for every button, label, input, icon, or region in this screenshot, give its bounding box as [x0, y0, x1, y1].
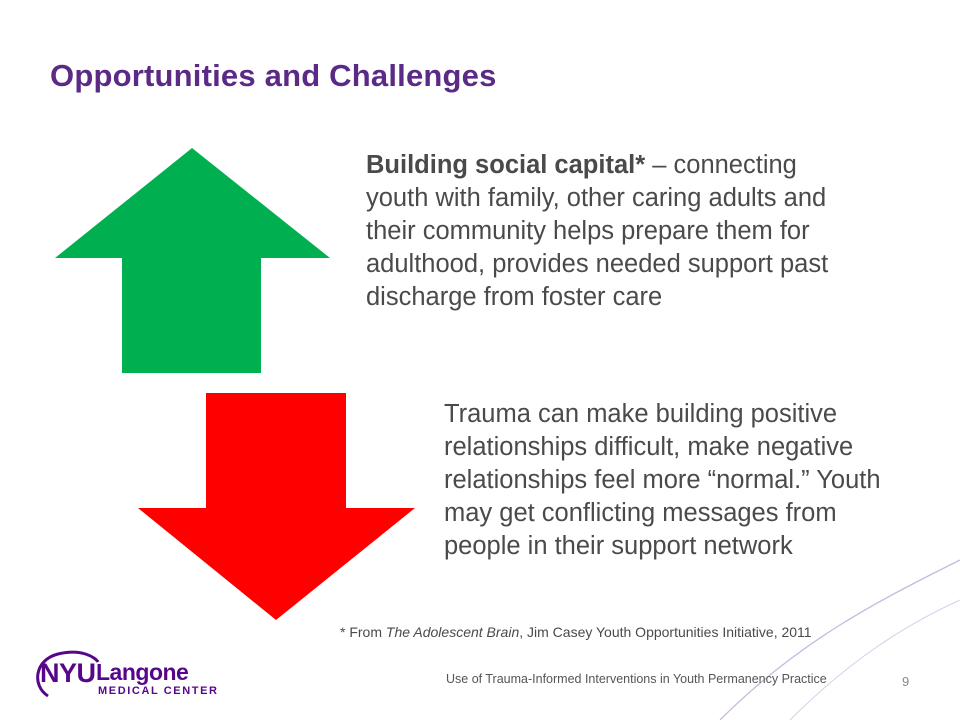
challenge-text: Trauma can make building positive relationships difficult, make negative relationships feel more “normal.” Youth may get conflicting messages from people in their support network [444, 400, 881, 560]
arrow-down-icon [138, 393, 415, 620]
opportunity-body: connecting youth with family, other caring adults and their community helps prepare them for adulthood, provides needed support past discharge from foster care [366, 151, 829, 311]
logo-medical-center-text: MEDICAL CENTER [98, 685, 219, 697]
footnote-prefix: * From [340, 624, 386, 640]
arrow-up-icon [55, 148, 330, 373]
logo-nyu-text: NYU [40, 658, 96, 688]
footnote [340, 624, 812, 640]
opportunity-dash: – [645, 151, 674, 179]
page-title: Opportunities and Challenges [50, 58, 497, 93]
footnote-suffix: , Jim Casey Youth Opportunities Initiative, 2011 [519, 624, 812, 640]
footnote-book-title: The Adolescent Brain [385, 624, 520, 640]
footer-text: Use of Trauma-Informed Interventions in Youth Permanency Practice [446, 672, 827, 686]
logo-langone-text: Langone [96, 659, 189, 685]
page-number: 9 [902, 674, 910, 689]
opportunity-text [366, 149, 866, 314]
opportunity-heading: Building social capital* [366, 151, 646, 179]
